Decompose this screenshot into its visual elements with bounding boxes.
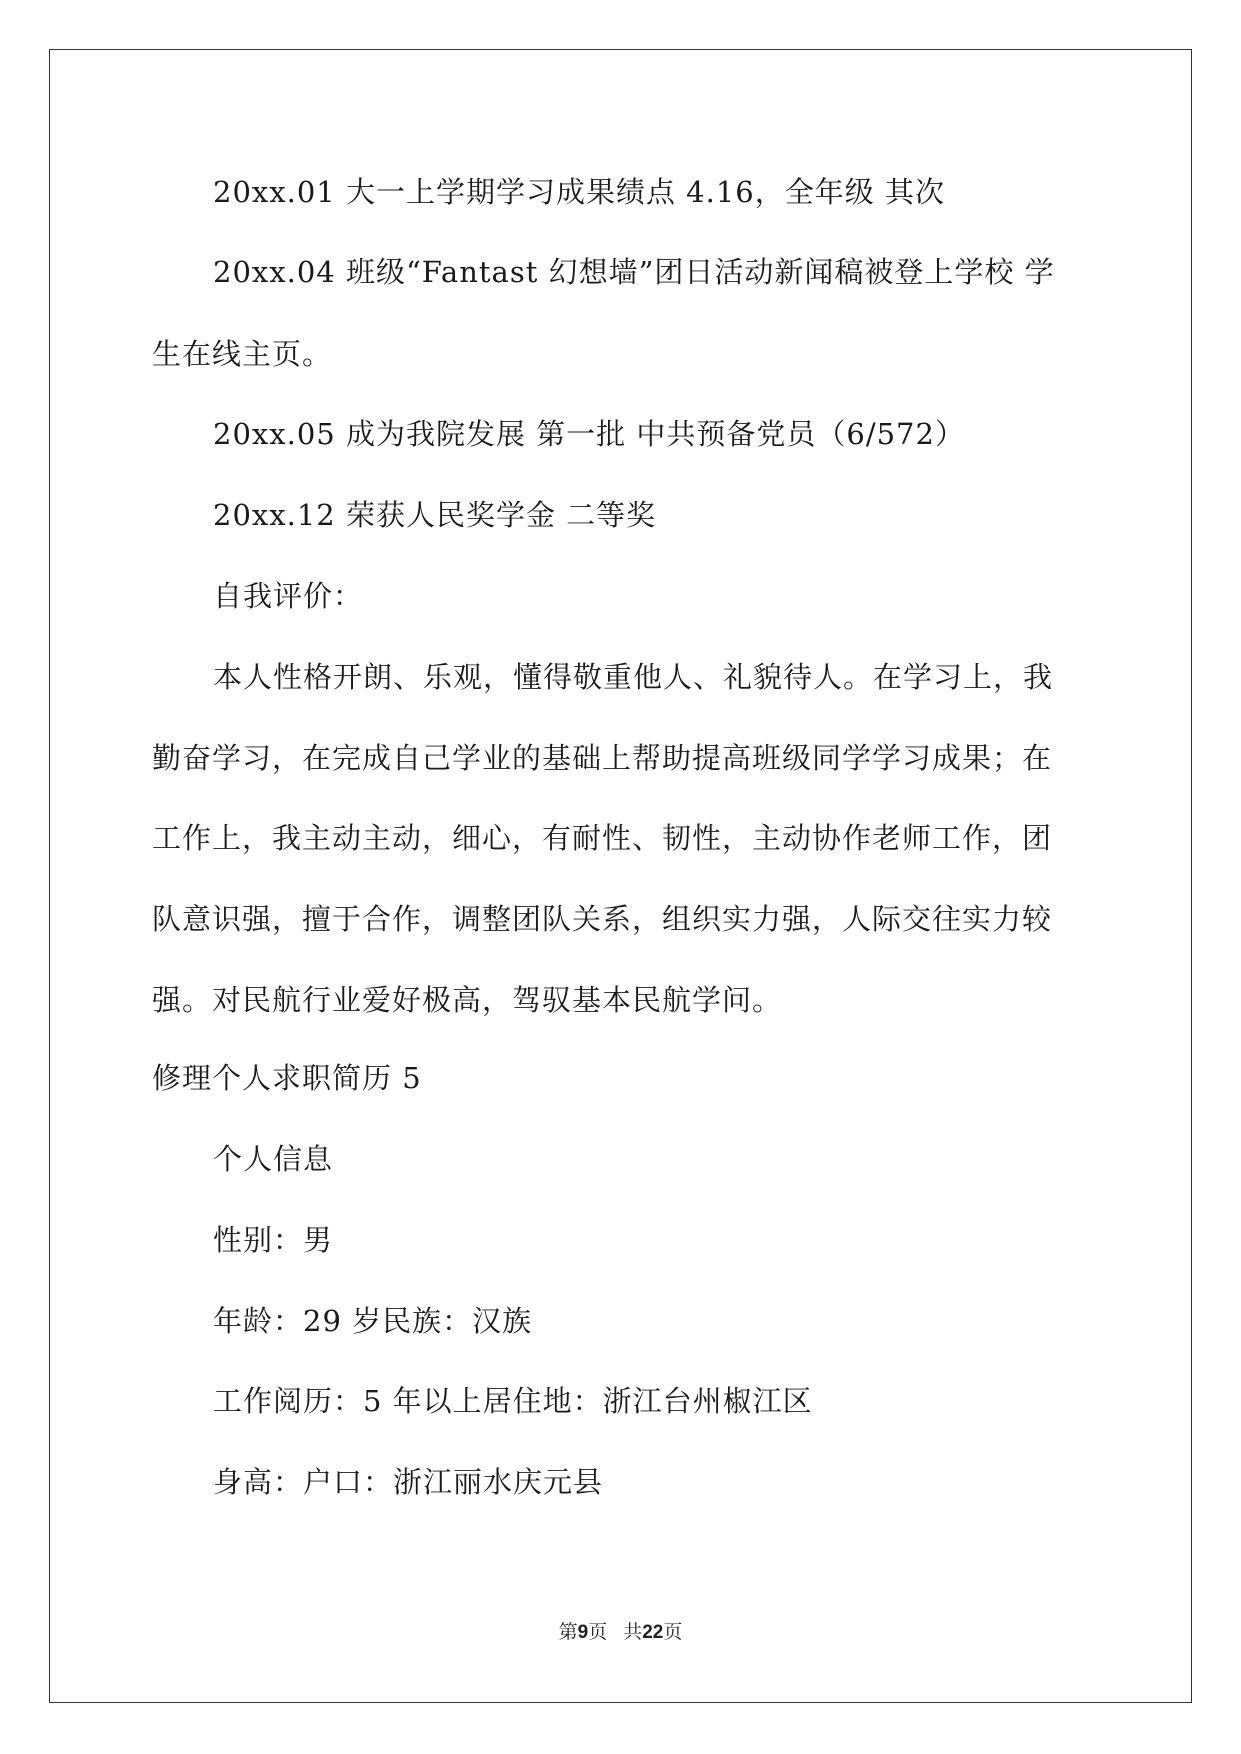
footer-page-suffix: 页: [588, 1621, 608, 1643]
section-title: 修理个人求职简历 5: [152, 1061, 422, 1095]
text-line-3: 生在线主页。: [152, 337, 333, 371]
self-evaluation-heading: 自我评价：: [213, 579, 364, 613]
gender-line: 性别：男: [213, 1223, 334, 1257]
footer-total-prefix: 共: [623, 1621, 643, 1643]
experience-residence-line: 工作阅历：5 年以上居住地：浙江台州椒江区: [213, 1384, 813, 1418]
age-ethnicity-line: 年龄：29 岁民族：汉族: [213, 1304, 533, 1338]
footer-page-number: 9: [577, 1622, 589, 1643]
personal-info-heading: 个人信息: [213, 1142, 334, 1176]
text-line-4: 20xx.05 成为我院发展 第一批 中共预备党员（6/572）: [213, 417, 965, 451]
paragraph-line-1: 本人性格开朗、乐观，懂得敬重他人、礼貌待人。在学习上，我: [213, 660, 1054, 694]
paragraph-line-5: 强。对民航行业爱好极高，驾驭基本民航学问。: [152, 983, 783, 1017]
paragraph-line-3: 工作上，我主动主动，细心，有耐性、韧性，主动协作老师工作，团: [152, 821, 1053, 855]
text-line-1: 20xx.01 大一上学期学习成果绩点 4.16，全年级 其次: [213, 175, 945, 209]
paragraph-line-2: 勤奋学习，在完成自己学业的基础上帮助提高班级同学学习成果；在: [152, 741, 1053, 775]
page-border: [49, 49, 1192, 1703]
height-hukou-line: 身高：户口：浙江丽水庆元县: [213, 1465, 604, 1499]
footer-page-prefix: 第: [558, 1621, 578, 1643]
page-footer: [0, 1620, 1241, 1645]
text-line-5: 20xx.12 荣获人民奖学金 二等奖: [213, 498, 657, 532]
footer-total-pages: 22: [642, 1622, 664, 1643]
footer-total-suffix: 页: [663, 1621, 683, 1643]
paragraph-line-4: 队意识强，擅于合作，调整团队关系，组织实力强，人际交往实力较: [152, 902, 1053, 936]
text-line-2: 20xx.04 班级“Fantast 幻想墙”团日活动新闻稿被登上学校 学: [213, 255, 1055, 289]
